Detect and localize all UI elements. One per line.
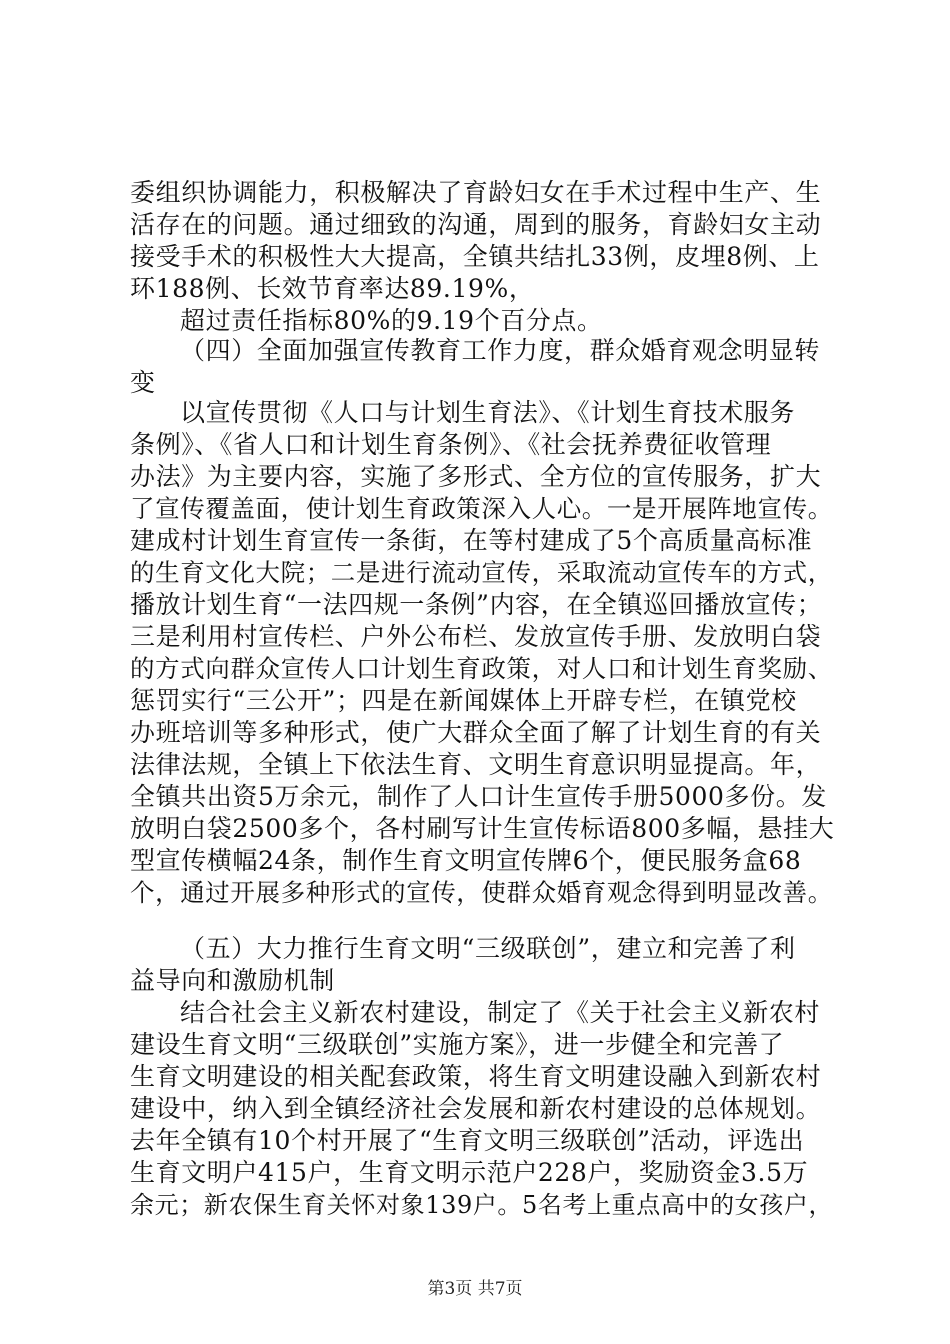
text-line: 的方式向群众宣传人口计划生育政策，对人口和计划生育奖励、 (130, 654, 833, 683)
text-line: 去年全镇有10个村开展了“生育文明三级联创”活动，评选出 (130, 1126, 805, 1155)
text-line: 建设中，纳入到全镇经济社会发展和新农村建设的总体规划。 (130, 1094, 822, 1123)
section-heading-cont: 变 (130, 368, 156, 397)
text-line: 超过责任指标80%的9.19个百分点。 (180, 306, 603, 335)
section-heading: （五）大力推行生育文明“三级联创”，建立和完善了利 (180, 934, 796, 963)
text-line: 办法》为主要内容，实施了多形式、全方位的宣传服务，扩大 (130, 462, 822, 491)
text-line: 三是利用村宣传栏、户外公布栏、发放宣传手册、发放明白袋 (130, 622, 822, 651)
text-line: 惩罚实行“三公开”；四是在新闻媒体上开辟专栏，在镇党校 (130, 686, 797, 715)
text-line: 建成村计划生育宣传一条街，在等村建成了5个高质量高标准 (130, 526, 813, 555)
text-line: 环188例、长效节育率达89.19%， (130, 274, 535, 303)
text-line: 办班培训等多种形式，使广大群众全面了解了计划生育的有关 (130, 718, 822, 747)
text-line: 播放计划生育“一法四规一条例”内容，在全镇巡回播放宣传； (130, 590, 823, 619)
text-line: 建设生育文明“三级联创”实施方案》，进一步健全和完善了 (130, 1030, 785, 1059)
text-line: 接受手术的积极性大大提高，全镇共结扎33例，皮埋8例、上 (130, 242, 820, 271)
text-line: 以宣传贯彻《人口与计划生育法》、《计划生育技术服务 (180, 398, 796, 427)
section-heading-cont: 益导向和激励机制 (130, 966, 335, 995)
text-line: 结合社会主义新农村建设，制定了《关于社会主义新农村 (180, 998, 821, 1027)
text-line: 全镇共出资5万余元，制作了人口计生宣传手册5000多份。发 (130, 782, 827, 811)
text-line: 放明白袋2500多个，各村刷写计生宣传标语800多幅，悬挂大 (130, 814, 835, 843)
text-line: 个，通过开展多种形式的宣传，使群众婚育观念得到明显改善。 (130, 878, 833, 907)
text-line: 委组织协调能力，积极解决了育龄妇女在手术过程中生产、生 (130, 178, 822, 207)
text-line: 的生育文化大院；二是进行流动宣传，采取流动宣传车的方式， (130, 558, 833, 587)
text-line: 生育文明户415户，生育文明示范户228户，奖励资金3.5万 (130, 1158, 809, 1187)
text-line: 型宣传横幅24条，制作生育文明宣传牌6个，便民服务盒68 (130, 846, 802, 875)
page-number-footer: 第3页 共7页 (427, 1279, 523, 1299)
text-line: 余元；新农保生育关怀对象139户。5名考上重点高中的女孩户， (130, 1191, 834, 1219)
text-line: 条例》、《省人口和计划生育条例》、《社会抚养费征收管理 (130, 430, 772, 459)
text-line: 法律法规，全镇上下依法生育、文明生育意识明显提高。年， (130, 750, 822, 779)
section-heading: （四）全面加强宣传教育工作力度，群众婚育观念明显转 (180, 336, 821, 365)
text-line: 生育文明建设的相关配套政策，将生育文明建设融入到新农村 (130, 1062, 822, 1091)
text-line: 了宣传覆盖面，使计划生育政策深入人心。一是开展阵地宣传。 (130, 494, 833, 523)
text-line: 活存在的问题。通过细致的沟通，周到的服务，育龄妇女主动 (130, 210, 822, 239)
